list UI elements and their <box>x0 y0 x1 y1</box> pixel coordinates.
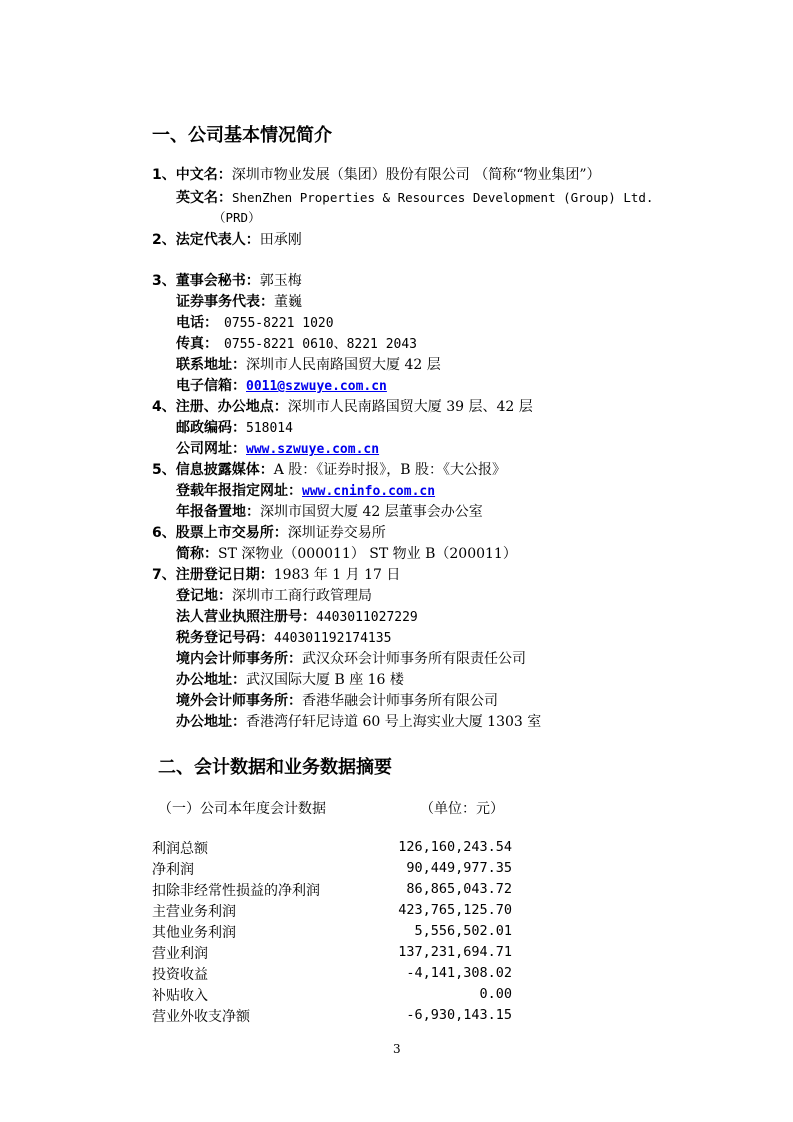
field-label: 传真 <box>176 336 204 352</box>
field-separator: ： <box>218 588 232 604</box>
field-label: 电子信箱 <box>176 378 232 394</box>
item-number: 6、 <box>152 525 176 541</box>
field-separator: ： <box>245 273 260 289</box>
info-english-name <box>176 187 653 207</box>
row-value: 5,556,502.01 <box>414 923 512 939</box>
field-value: A 股：《证券时报》，B 股：《大公报》 <box>273 462 507 478</box>
page-number: 3 <box>393 1042 401 1056</box>
item-number: 1、 <box>152 167 176 183</box>
info-chinese-name <box>152 164 601 184</box>
field-label: 邮政编码 <box>176 420 232 436</box>
field-value: 田承刚 <box>259 232 302 248</box>
field-label: 注册登记日期 <box>175 567 260 583</box>
info-report-website <box>176 480 435 500</box>
field-separator: ： <box>204 546 218 562</box>
field-label: 办公地址 <box>176 672 232 688</box>
field-label: 办公地址 <box>176 714 232 730</box>
field-value: 0755-8221 1020 <box>224 316 334 331</box>
field-separator: ： <box>273 525 288 541</box>
field-value: 深圳市物业发展（集团）股份有限公司 （简称“物业集团”） <box>231 167 601 183</box>
field-separator: ： <box>288 651 302 667</box>
info-stock-abbrev <box>176 543 517 563</box>
field-separator: ： <box>245 232 260 248</box>
info-contact-address <box>176 354 441 374</box>
field-value: 董巍 <box>274 294 302 310</box>
info-foreign-auditor-address <box>176 711 541 731</box>
info-email <box>176 375 387 395</box>
field-label: 英文名 <box>176 190 218 206</box>
row-value: 126,160,243.54 <box>398 839 512 855</box>
item-number: 5、 <box>152 462 176 478</box>
row-label: 利润总额 <box>152 841 208 857</box>
field-value: 深圳证券交易所 <box>287 525 386 541</box>
info-legal-rep <box>152 229 302 249</box>
field-separator: ： <box>273 399 288 415</box>
field-separator: ： <box>260 630 274 646</box>
unit-label: （单位：元） <box>420 801 504 817</box>
info-license-number <box>176 606 418 626</box>
field-label: 注册、办公地点 <box>175 399 274 415</box>
field-value: 深圳市国贸大厦 42 层董事会办公室 <box>260 504 483 520</box>
field-value: 武汉国际大厦 B 座 16 楼 <box>246 672 404 688</box>
row-value: 137,231,694.71 <box>398 944 512 960</box>
field-value: 深圳市工商行政管理局 <box>232 588 372 604</box>
field-label: 股票上市交易所 <box>175 525 274 541</box>
cninfo-link[interactable]: www.cninfo.com.cn <box>302 484 436 499</box>
item-number: 4、 <box>152 399 176 415</box>
field-label: 法定代表人 <box>175 232 246 248</box>
field-label: 登载年报指定网址 <box>176 483 288 499</box>
field-label: 电话 <box>176 315 204 331</box>
info-registration-place <box>176 585 372 605</box>
field-separator: ： <box>217 167 232 183</box>
row-label: 扣除非经常性损益的净利润 <box>152 883 320 899</box>
item-number: 7、 <box>152 567 176 583</box>
field-label: 联系地址 <box>176 357 232 373</box>
row-value: 86,865,043.72 <box>406 881 512 897</box>
field-value: 440301192174135 <box>274 631 392 646</box>
website-link[interactable]: www.szwuye.com.cn <box>246 442 380 457</box>
field-value: 0755-8221 0610、8221 2043 <box>224 337 418 352</box>
info-registered-office <box>152 396 533 416</box>
field-value: 香港湾仔轩尼诗道 60 号上海实业大厦 1303 室 <box>246 714 542 730</box>
row-value: -4,141,308.02 <box>406 965 512 981</box>
info-domestic-auditor <box>176 648 526 668</box>
field-label: 登记地 <box>176 588 218 604</box>
subsection-title: （一）公司本年度会计数据 <box>158 801 326 817</box>
field-separator: ： <box>204 315 218 331</box>
field-separator: ： <box>232 714 246 730</box>
info-fax <box>176 333 417 353</box>
row-label: 主营业务利润 <box>152 904 236 920</box>
field-separator: ： <box>259 567 274 583</box>
info-website <box>176 438 379 458</box>
field-label: 中文名 <box>175 167 218 183</box>
info-disclosure-media <box>152 459 506 479</box>
row-label: 其他业务利润 <box>152 925 236 941</box>
info-registration-date <box>152 564 400 584</box>
info-report-location <box>176 501 483 521</box>
field-label: 公司网址 <box>176 441 232 457</box>
info-phone <box>176 312 334 332</box>
section-title-2: 二、会计数据和业务数据摘要 <box>158 757 392 778</box>
field-value: 1983 年 1 月 17 日 <box>273 567 401 583</box>
row-label: 补贴收入 <box>152 988 208 1004</box>
field-separator: ： <box>288 483 302 499</box>
field-value: ShenZhen Properties & Resources Development (Group) Ltd. <box>232 190 654 205</box>
field-separator: ： <box>218 190 232 206</box>
field-label: 境外会计师事务所 <box>176 693 288 709</box>
field-separator: ： <box>288 693 302 709</box>
field-separator: ： <box>246 504 260 520</box>
field-value: 武汉众环会计师事务所有限责任公司 <box>302 651 526 667</box>
field-separator: ： <box>259 462 274 478</box>
email-link[interactable]: 0011@szwuye.com.cn <box>246 379 387 394</box>
row-value: -6,930,143.15 <box>406 1007 512 1023</box>
info-postal-code <box>176 417 293 437</box>
row-label: 投资收益 <box>152 967 208 983</box>
field-separator: ： <box>232 441 246 457</box>
field-label: 年报备置地 <box>176 504 246 520</box>
field-separator: ： <box>302 609 316 625</box>
field-separator: ： <box>232 357 246 373</box>
info-board-secretary <box>152 270 302 290</box>
field-value: 4403011027229 <box>316 610 418 625</box>
row-value: 90,449,977.35 <box>406 860 512 876</box>
field-label: 证券事务代表 <box>176 294 260 310</box>
field-value: 香港华融会计师事务所有限公司 <box>302 693 498 709</box>
row-label: 营业利润 <box>152 946 208 962</box>
item-number: 2、 <box>152 232 176 248</box>
field-separator: ： <box>232 378 246 394</box>
row-label: 净利润 <box>152 862 194 878</box>
field-separator: ： <box>260 294 274 310</box>
field-value: 518014 <box>246 421 293 436</box>
field-separator: ： <box>232 672 246 688</box>
info-tax-number <box>176 627 391 647</box>
row-value: 423,765,125.70 <box>398 902 512 918</box>
info-domestic-auditor-address <box>176 669 404 689</box>
english-name-abbrev: （PRD） <box>213 210 261 225</box>
section-title-1: 一、公司基本情况简介 <box>152 125 332 146</box>
row-value: 0.00 <box>479 986 512 1002</box>
info-foreign-auditor <box>176 690 498 710</box>
field-separator: ： <box>232 420 246 436</box>
field-value: ST 深物业（000011） ST 物业 B（200011） <box>218 546 517 562</box>
field-value: 深圳市人民南路国贸大厦 39 层、42 层 <box>287 399 533 415</box>
field-value: 深圳市人民南路国贸大厦 42 层 <box>246 357 441 373</box>
field-value: 郭玉梅 <box>259 273 302 289</box>
info-securities-rep <box>176 291 302 311</box>
field-separator: ： <box>204 336 218 352</box>
field-label: 法人营业执照注册号 <box>176 609 302 625</box>
row-label: 营业外收支净额 <box>152 1009 250 1025</box>
field-label: 董事会秘书 <box>175 273 246 289</box>
field-label: 税务登记号码 <box>176 630 260 646</box>
field-label: 信息披露媒体 <box>175 462 260 478</box>
field-label: 简称 <box>176 546 204 562</box>
field-label: 境内会计师事务所 <box>176 651 288 667</box>
info-stock-exchange <box>152 522 386 542</box>
item-number: 3、 <box>152 273 176 289</box>
